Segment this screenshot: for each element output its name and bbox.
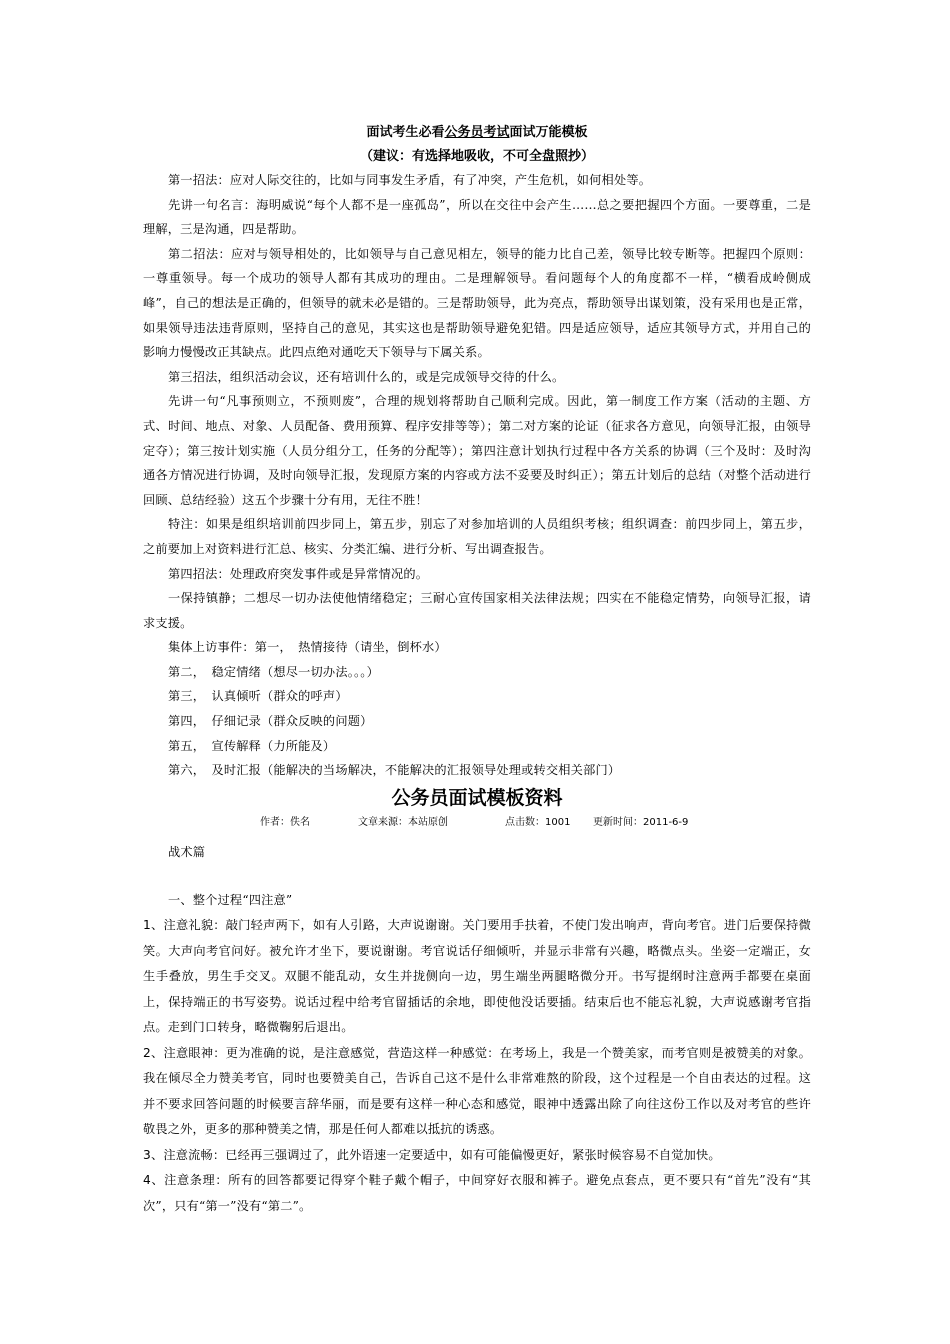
item-text: 、注意眼神：更为准确的说，是注意感觉，营造这样一种感觉：在考场上，我是一个赞美家，而考官则是被赞美的对象。我在倾尽全力赞美考官，同时也要赞美自己，告诉自己这不是什么非常难熬的阶段，这个过程是一个自由表达的过程。这并不要求回答问题的时候要言辞华丽，而是要有这样一种心态和感觉，眼神中透露出除了向往这份工作以及对考官的些许敬畏之外，更多的那种赞美之情，那是任何人都难以抵抗的诱惑。 [143, 1045, 811, 1137]
item-text: 、注意流畅：已经再三强调过了，此外语速一定要适中，如有可能偏慢更好，紧张时候容易不自觉加快。 [150, 1147, 721, 1162]
author-label: 作者：佚名 [260, 816, 310, 828]
item-text: 、注意条理：所有的回答都要记得穿个鞋子戴个帽子，中间穿好衣服和裤子。避免点套点，更不要只有“首先”没有“其次”，只有“第一”没有“第二”。 [143, 1173, 811, 1213]
item-number: 1 [143, 918, 151, 933]
title-link[interactable]: 公务员考试 [444, 125, 510, 140]
spacer [143, 864, 811, 888]
numbered-item [143, 1168, 811, 1219]
title-suffix: 面试万能模板 [509, 125, 588, 140]
item-number: 4 [143, 1173, 151, 1188]
item-number: 3 [143, 1147, 151, 1162]
update-time: 更新时间：2011-6-9 [593, 816, 689, 828]
list-item: 第二， 稳定情绪（想尽一切办法。。。） [168, 664, 379, 679]
paragraph: 第四招法：处理政府突发事件或是异常情况的。 [168, 566, 429, 581]
list-item: 第六， 及时汇报（能解决的当场解决，不能解决的汇报领导处理或转交相关部门） [168, 763, 621, 778]
click-count: 点击数：1001 [505, 816, 571, 828]
article-title: 公务员面试模板资料 [391, 786, 563, 809]
numbered-item [143, 1143, 811, 1169]
document-subtitle: （建议：有选择地吸收，不可全盘照抄） [359, 149, 594, 164]
title-prefix: 面试考生必看 [366, 125, 445, 140]
document-title [143, 122, 811, 144]
list-item: 第三， 认真倾听（群众的呼声） [168, 689, 348, 704]
section-label: 战术篇 [168, 844, 206, 859]
document-page [143, 118, 811, 1219]
paragraph: 一保持镇静；二想尽一切办法使他情绪稳定；三耐心宣传国家相关法律法规；四实在不能稳定情势，向领导汇报，请求支援。 [143, 591, 811, 630]
paragraph: 先讲一句“凡事预则立，不预则废”，合理的规划将帮助自己顺利完成。因此，第一制度工作方案（活动的主题、方式、时间、地点、对象、人员配备、费用预算、程序安排等等）；第二对方案的论证（征求各方意见，向领导汇报，由领导定夺）；第三按计划实施（人员分组分工，任务的分配等）；第四注意计划执行过程中各方关系的协调（三个及时：及时沟通各方情况进行协调，及时向领导汇报，发现原方案的内容或方法不妥要及时纠正）；第五计划后的总结（对整个活动进行回顾、总结经验）这五个步骤十分有用，无往不胜！ [143, 394, 811, 507]
paragraph: 第二招法：应对与领导相处的，比如领导与自己意见相左，领导的能力比自己差，领导比较专断等。把握四个原则：一尊重领导。每一个成功的领导人都有其成功的理由。二是理解领导。看问题每个人的角度都不一样，“横看成岭侧成峰”，自己的想法是正确的，但领导的就未必是错的。三是帮助领导，此为亮点，帮助领导出谋划策，没有采用也是正常，如果领导违法违背原则，坚持自己的意见，其实这也是帮助领导避免犯错。四是适应领导，适应其领导方式，并用自己的影响力慢慢改正其缺点。此四点绝对通吃天下领导与下属关系。 [143, 246, 811, 360]
list-item: 集体上访事件：第一， 热情接待（请坐，倒杯水） [168, 640, 447, 655]
paragraph: 第一招法：应对人际交往的，比如与同事发生矛盾，有了冲突，产生危机，如何相处等。 [168, 173, 652, 187]
section-heading: 一、整个过程“四注意” [168, 893, 293, 908]
item-text: 、注意礼貌：敲门轻声两下，如有人引路，大声说谢谢。关门要用手扶着，不使门发出响声，背向考官。进门后要保持微笑。大声向考官问好。被允许才坐下，要说谢谢。考官说话仔细倾听，并显示非常有兴趣，略微点头。坐姿一定端正，女生手叠放，男生手交叉。双腿不能乱动，女生并拢侧向一边，男生端坐两腿略微分开。书写提纲时注意两手都要在桌面上，保持端正的书写姿势。说话过程中给考官留插话的余地，即使他没话要插。结束后也不能忘礼貌，大声说感谢考官指点。走到门口转身，略微鞠躬后退出。 [143, 918, 811, 1035]
paragraph: 先讲一句名言：海明威说“每个人都不是一座孤岛”，所以在交往中会产生……总之要把握四个方面。一要尊重，二是理解，三是沟通，四是帮助。 [143, 197, 811, 237]
list-item: 第五， 宣传解释（力所能及） [168, 738, 336, 753]
numbered-item [143, 1041, 811, 1143]
paragraph: 第三招法，组织活动会议，还有培训什么的，或是完成领导交待的什么。 [168, 369, 565, 384]
list-item: 第四， 仔细记录（群众反映的问题） [168, 714, 373, 729]
paragraph: 特注：如果是组织培训前四步同上，第五步，别忘了对参加培训的人员组织考核；组织调查：前四步同上，第五步，之前要加上对资料进行汇总、核实、分类汇编、进行分析、写出调查报告。 [143, 517, 811, 556]
article-meta [143, 814, 811, 832]
source-label: 文章来源：本站原创 [358, 816, 448, 828]
item-number: 2 [143, 1045, 151, 1060]
numbered-item [143, 913, 811, 1041]
